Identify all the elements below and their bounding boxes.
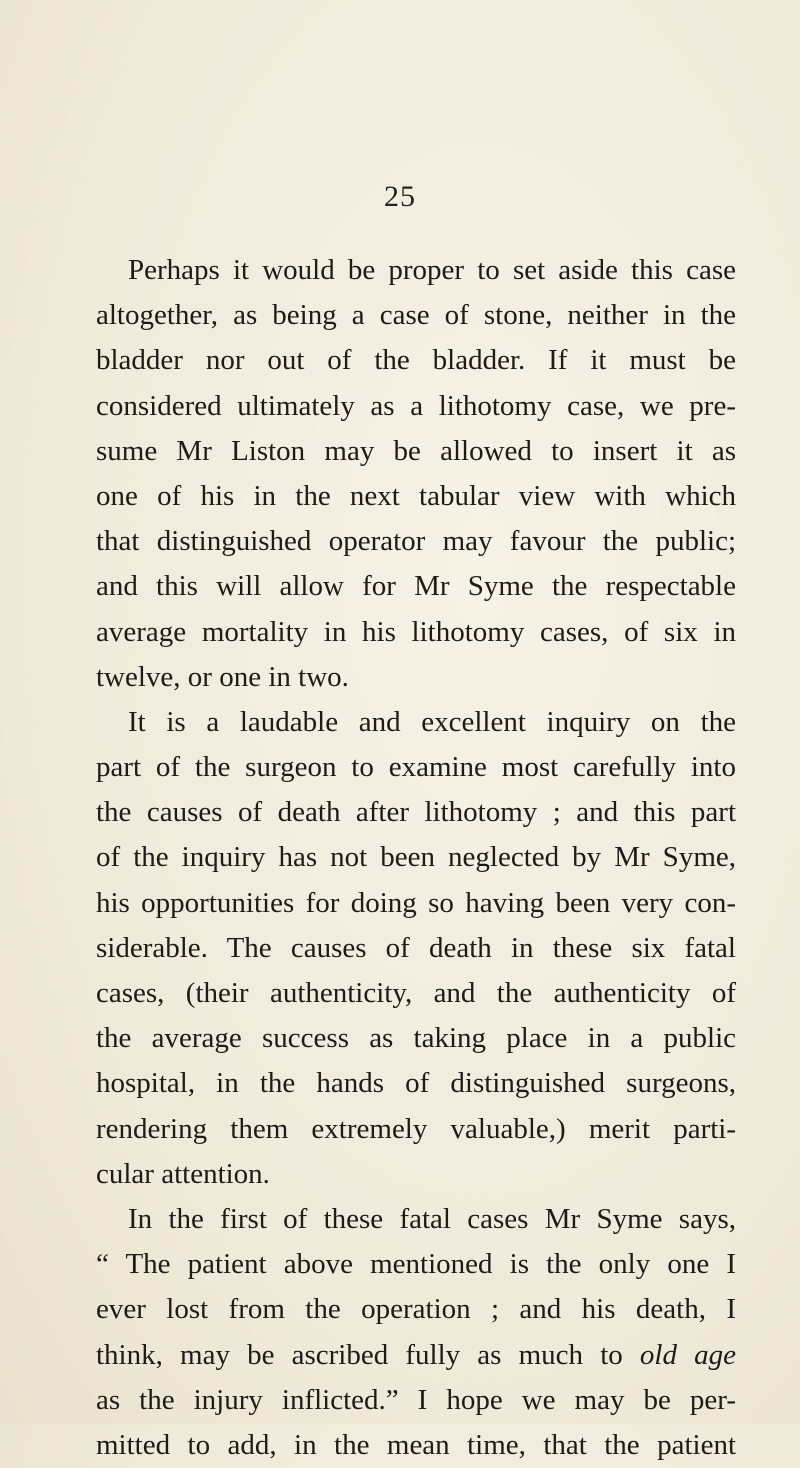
text-line: Perhaps it would be proper to set aside this case: [128, 254, 736, 286]
text-line: the causes of death after lithotomy ; and this part: [96, 796, 736, 829]
text-line: “ The patient above mentioned is the only one I: [96, 1248, 736, 1281]
text-line: sume Mr Liston may be allowed to insert it as: [96, 434, 736, 467]
text-line: one of his in the next tabular view with which: [96, 479, 736, 512]
text-line: cular attention.: [96, 1157, 270, 1190]
text-line: considered ultimately as a lithotomy case, we pre-: [96, 389, 736, 422]
text-line: cases, (their authenticity, and the authenticity of: [96, 977, 736, 1009]
text-line: mitted to add, in the mean time, that the patient: [96, 1428, 736, 1461]
text-line: It is a laudable and excellent inquiry on the: [128, 705, 736, 738]
text-line: ever lost from the operation ; and his death, I: [96, 1293, 736, 1326]
text-line: of the inquiry has not been neglected by Mr Syme,: [96, 841, 736, 874]
text-line: the average success as taking place in a public: [96, 1022, 736, 1055]
text-line: In the first of these fatal cases Mr Syme says,: [128, 1202, 736, 1235]
text-line: his opportunities for doing so having been very con-: [96, 886, 736, 919]
text-line: hospital, in the hands of distinguished surgeons,: [96, 1067, 736, 1100]
text-line-part: think, may be ascribed fully as much to: [96, 1338, 623, 1371]
page-number: 25: [384, 180, 416, 213]
italic-phrase: old age: [639, 1338, 737, 1371]
text-line: altogether, as being a case of stone, neither in the: [96, 299, 736, 332]
text-line: twelve, or one in two.: [96, 660, 349, 693]
text-line: average mortality in his lithotomy cases, of six in: [96, 615, 736, 648]
text-line: that distinguished operator may favour the public;: [96, 525, 736, 558]
text-line: rendering them extremely valuable,) merit parti-: [96, 1112, 736, 1145]
body-text: [96, 248, 736, 1468]
text-line: siderable. The causes of death in these six fatal: [96, 931, 736, 964]
text-line: [96, 1333, 736, 1378]
text-line: and this will allow for Mr Syme the respectable: [96, 570, 736, 603]
text-line: as the injury inflicted.” I hope we may be per-: [96, 1383, 736, 1416]
text-line: part of the surgeon to examine most carefully into: [96, 751, 736, 784]
text-line: bladder nor out of the bladder. If it must be: [96, 344, 736, 377]
